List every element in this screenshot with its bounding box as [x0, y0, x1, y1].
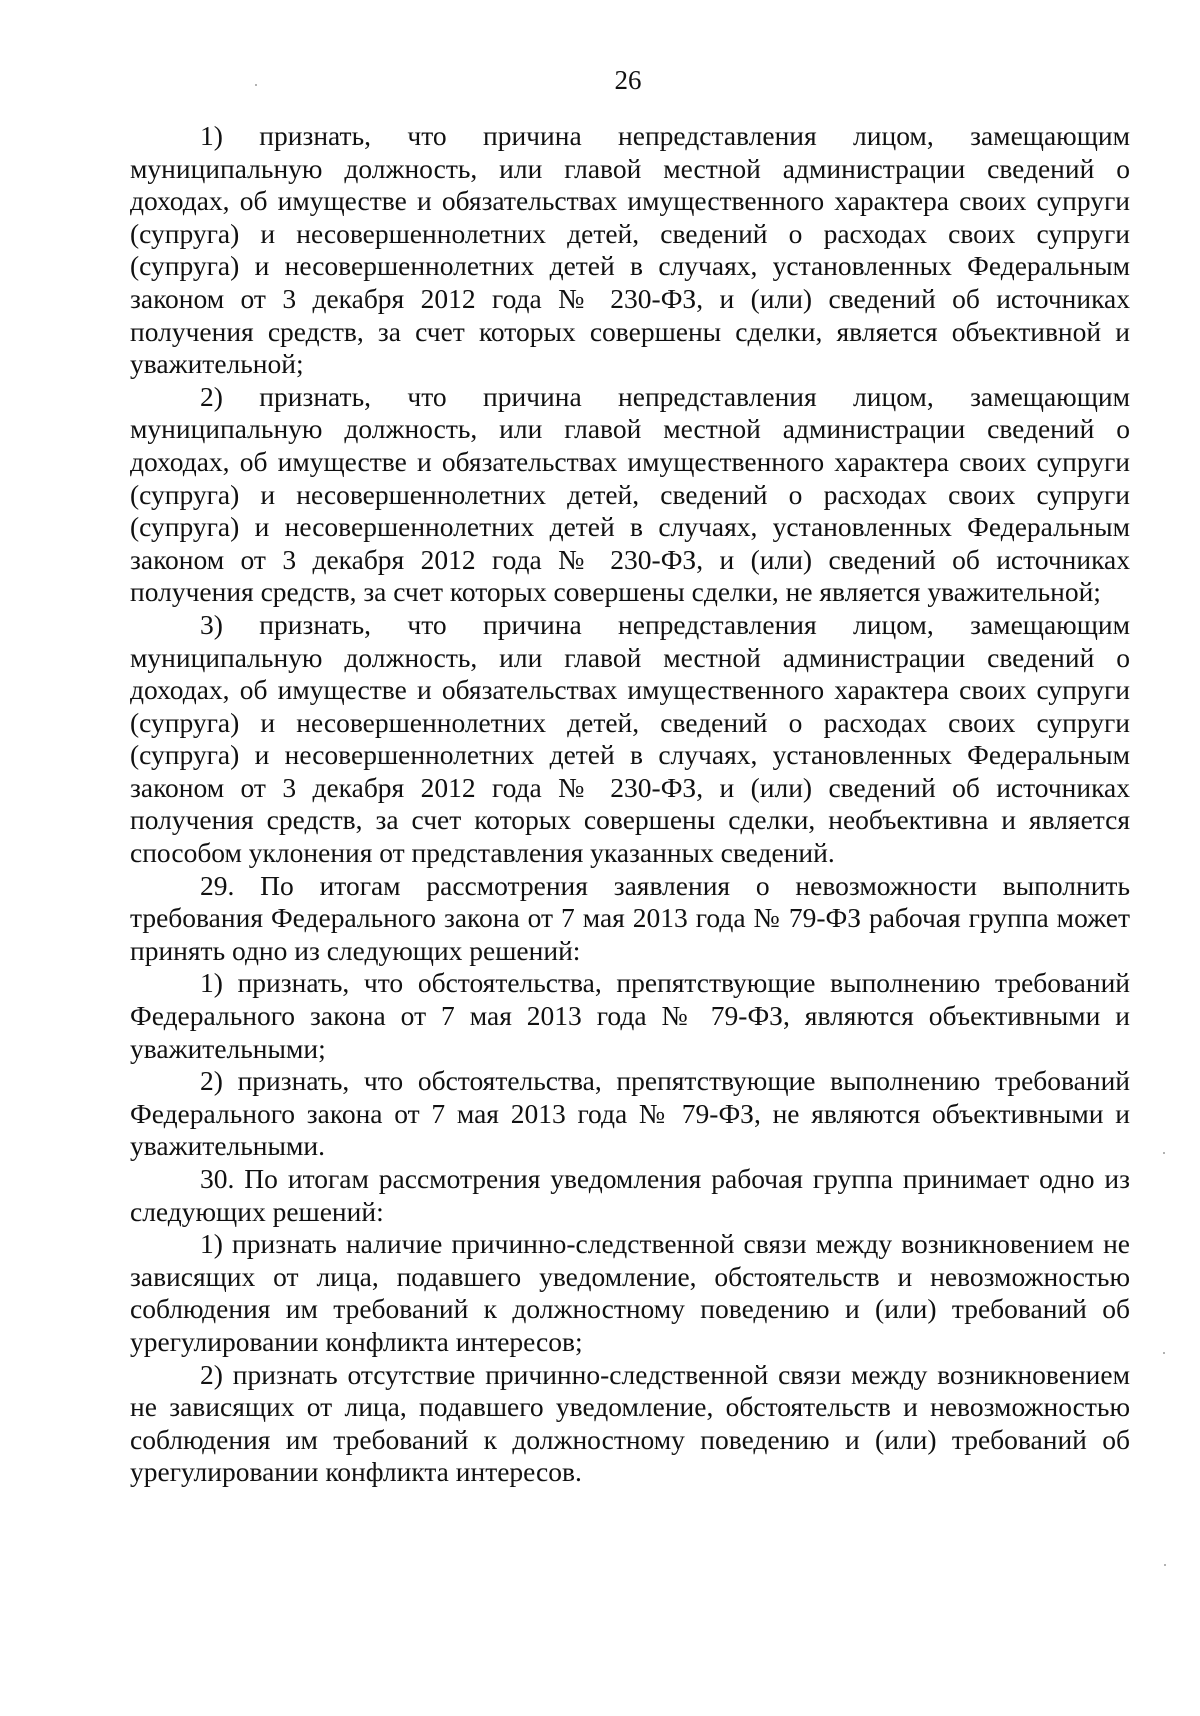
scan-speck	[255, 84, 257, 86]
paragraph-1-1: 1) признать, что причина непредставления лицом, замещающим муниципальную должность, или главой местной администрации сведений о доходах, об имуществе и обязательствах имущественного характера своих супруги (супруга) и несовершеннолетних детей, сведений о расходах своих супруги (супруга) и несовершеннолетних детей в случаях, установленных Федеральным законом от 3 декабря 2012 года № 230-ФЗ, и (или) сведений об источниках получения средств, за счет которых совершены сделки, является объективной и уважительной;	[130, 120, 1130, 380]
paragraph-30-1: 1) признать наличие причинно-следственной связи между возникновением не зависящих от лица, подавшего уведомление, обстоятельств и невозможностью соблюдения им требований к должностному поведению и (или) требований об урегулировании конфликта интересов;	[130, 1228, 1130, 1357]
paragraph-30-2: 2) признать отсутствие причинно-следственной связи между возникновением не зависящих от лица, подавшего уведомление, обстоятельств и невозможностью соблюдения им требований к должностному поведению и (или) требований об урегулировании конфликта интересов.	[130, 1358, 1130, 1488]
paragraph-30: 30. По итогам рассмотрения уведомления рабочая группа принимает одно из следующих решений:	[130, 1163, 1130, 1227]
scan-speck	[1163, 1152, 1165, 1154]
page-number: 26	[614, 65, 642, 95]
paragraph-29-2: 2) признать, что обстоятельства, препятствующие выполнению требований Федерального закона от 7 мая 2013 года № 79-ФЗ, не являются объективными и уважительными.	[130, 1065, 1130, 1162]
scan-speck	[1163, 1352, 1165, 1354]
paragraph-29-1: 1) признать, что обстоятельства, препятствующие выполнению требований Федерального закона от 7 мая 2013 года № 79-ФЗ, являются объективными и уважительными;	[130, 967, 1130, 1064]
paragraph-1-2: 2) признать, что причина непредставления лицом, замещающим муниципальную должность, или главой местной администрации сведений о доходах, об имуществе и обязательствах имущественного характера своих супруги (супруга) и несовершеннолетних детей, сведений о расходах своих супруги (супруга) и несовершеннолетних детей в случаях, установленных Федеральным законом от 3 декабря 2012 года № 230-ФЗ, и (или) сведений об источниках получения средств, за счет которых совершены сделки, не является уважительной;	[130, 380, 1130, 608]
paragraph-1-3: 3) признать, что причина непредставления лицом, замещающим муниципальную должность, или главой местной администрации сведений о доходах, об имуществе и обязательствах имущественного характера своих супруги (супруга) и несовершеннолетних детей, сведений о расходах своих супруги (супруга) и несовершеннолетних детей в случаях, установленных Федеральным законом от 3 декабря 2012 года № 230-ФЗ, и (или) сведений об источниках получения средств, за счет которых совершены сделки, необъективна и является способом уклонения от представления указанных сведений.	[130, 608, 1130, 869]
document-body	[130, 120, 1130, 1489]
paragraph-29: 29. По итогам рассмотрения заявления о невозможности выполнить требования Федерального закона от 7 мая 2013 года № 79-ФЗ рабочая группа может принять одно из следующих решений:	[130, 869, 1130, 966]
scan-speck	[1164, 1564, 1166, 1566]
